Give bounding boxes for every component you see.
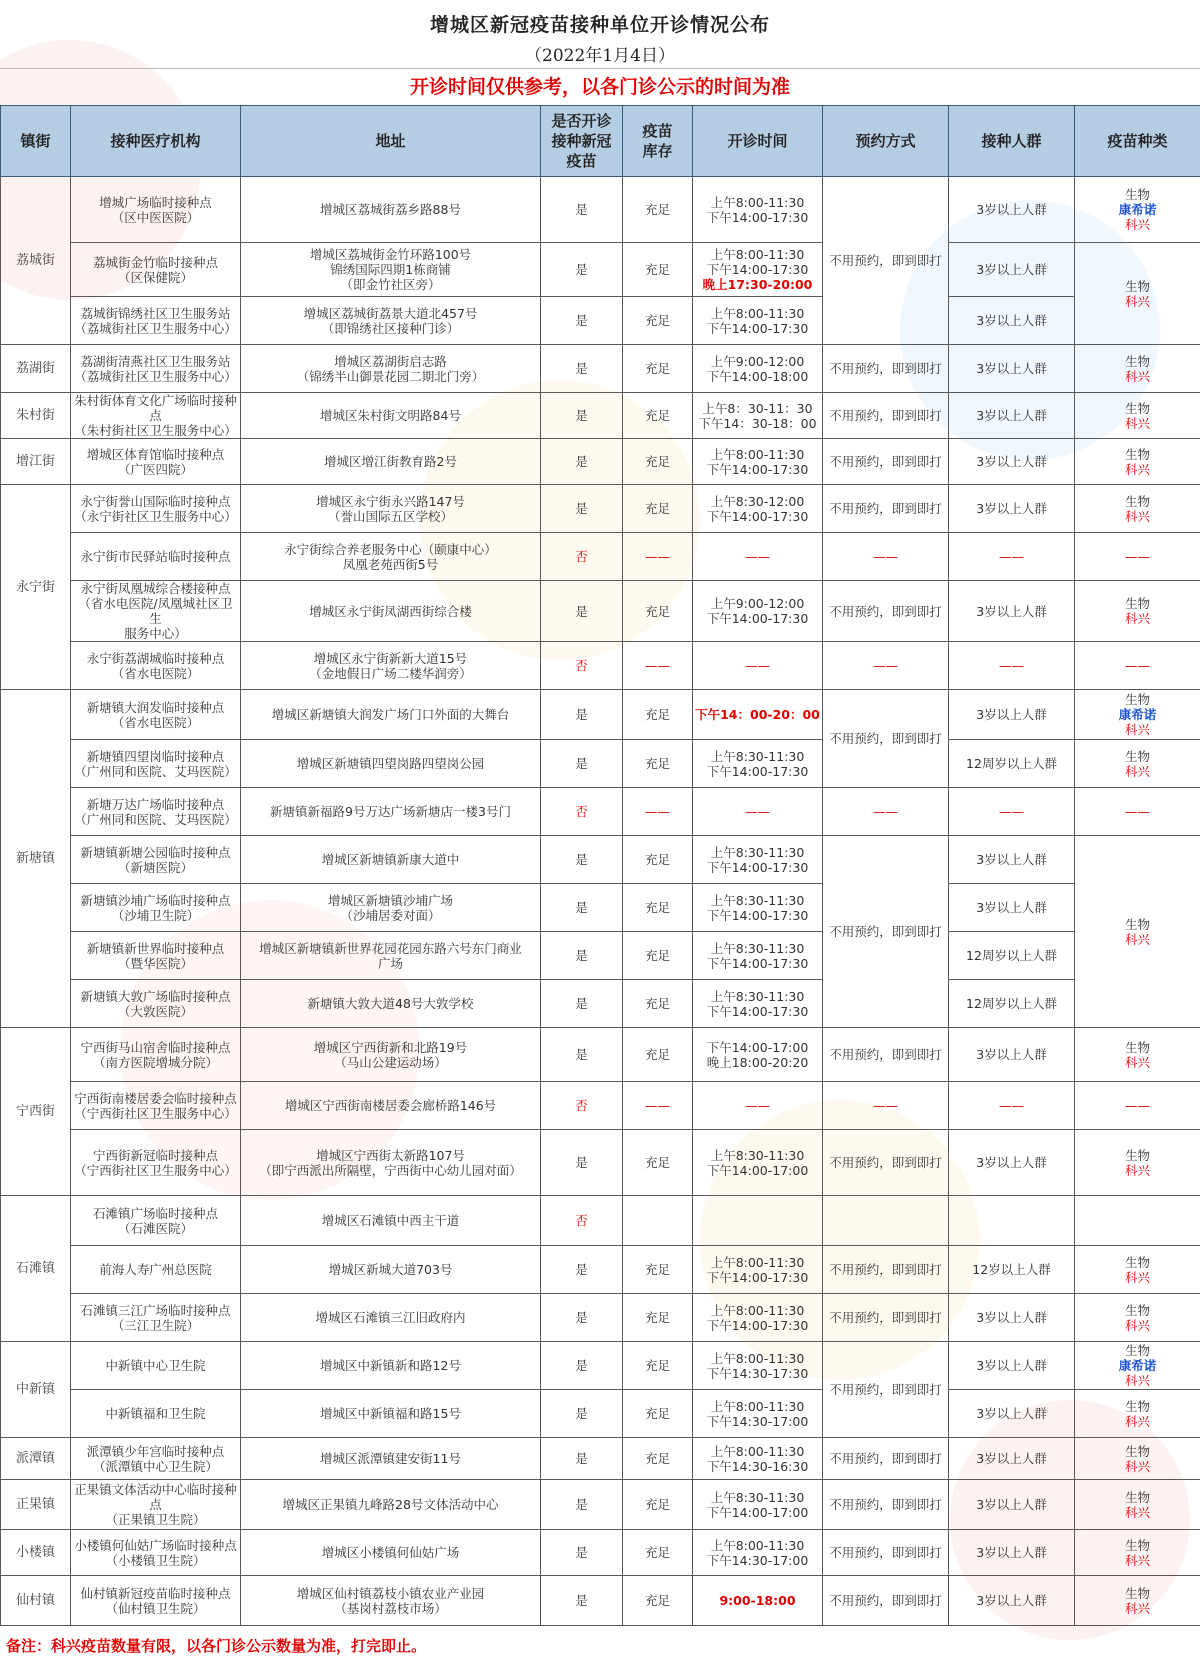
address-cell: 增城区仙村镇荔枝小镇农业产业园 （基岗村荔枝市场）	[241, 1576, 541, 1626]
table-row	[1, 740, 1200, 788]
stock-cell: ——	[623, 788, 693, 836]
hours-cell: 下午14：00-20：00	[693, 690, 823, 740]
table-row	[1, 243, 1200, 297]
hours-cell: 上午8:30-11:30 下午14:00-17:00	[693, 1480, 823, 1530]
vaccine-cell: 生物 科兴	[1075, 1438, 1200, 1480]
col-stock-l2: 库存	[642, 142, 673, 160]
org-cell: 永宁街誉山国际临时接种点 （永宁街社区卫生服务中心）	[71, 485, 241, 533]
open-cell: 是	[541, 393, 623, 439]
table-row	[1, 1342, 1200, 1390]
stock-cell: 充足	[623, 1130, 693, 1196]
hours-cell: 上午8:30-11:30 下午14:00-17:30	[693, 932, 823, 980]
vaccine-cell: 生物 科兴	[1075, 1576, 1200, 1626]
hours-cell: 上午8:30-11:30 下午14:00-17:00	[693, 1130, 823, 1196]
stock-cell: 充足	[623, 1438, 693, 1480]
town-cell: 石滩镇	[1, 1196, 71, 1342]
stock-cell: 充足	[623, 1576, 693, 1626]
address-cell: 增城区新塘镇四望岗路四望岗公园	[241, 740, 541, 788]
hours-cell: 上午8:00-11:30 下午14:30-17:00	[693, 1530, 823, 1576]
col-town: 镇街	[1, 106, 71, 177]
table-row	[1, 884, 1200, 932]
hours-cell: 上午8:00-11:30 下午14:30-17:30	[693, 1342, 823, 1390]
address-cell: 增城区中新镇福和路15号	[241, 1390, 541, 1438]
stock-cell: 充足	[623, 1342, 693, 1390]
open-cell: 否	[541, 1196, 623, 1246]
population-cell: 3岁以上人群	[949, 177, 1075, 243]
booking-cell: 不用预约，即到即打	[823, 1438, 949, 1480]
population-cell: 12周岁以上人群	[949, 980, 1075, 1028]
booking-cell: 不用预约，即到即打	[823, 1576, 949, 1626]
booking-cell	[823, 1196, 949, 1246]
table-row	[1, 393, 1200, 439]
booking-cell: 不用预约，即到即打	[823, 439, 949, 485]
town-cell: 荔湖街	[1, 345, 71, 393]
open-cell: 是	[541, 932, 623, 980]
table-row	[1, 980, 1200, 1028]
table-header-row	[1, 106, 1200, 177]
population-cell: 3岁以上人群	[949, 836, 1075, 884]
table-row	[1, 1028, 1200, 1082]
col-hours: 开诊时间	[693, 106, 823, 177]
hours-cell: 上午8:30-11:30 下午14:00-17:30	[693, 836, 823, 884]
hours-cell: 上午8:00-11:30 下午14:30-16:30	[693, 1438, 823, 1480]
stock-cell: 充足	[623, 485, 693, 533]
vaccine-cell: 生物 科兴	[1075, 1028, 1200, 1082]
address-cell: 增城区朱村街文明路84号	[241, 393, 541, 439]
stock-cell: 充足	[623, 980, 693, 1028]
hours-cell: ——	[693, 533, 823, 581]
open-cell: 是	[541, 884, 623, 932]
vaccine-cell: 生物 康希诺 科兴	[1075, 1342, 1200, 1390]
col-open-l3: 疫苗	[566, 152, 597, 170]
open-cell: 是	[541, 690, 623, 740]
stock-cell: ——	[623, 1082, 693, 1130]
table-row	[1, 1294, 1200, 1342]
org-cell: 新塘镇新世界临时接种点 （暨华医院）	[71, 932, 241, 980]
population-cell: 3岁以上人群	[949, 1390, 1075, 1438]
booking-cell: 不用预约，即到即打	[823, 581, 949, 642]
address-cell: 新塘镇新福路9号万达广场新塘店一楼3号门	[241, 788, 541, 836]
town-cell: 荔城街	[1, 177, 71, 345]
org-cell: 石滩镇广场临时接种点 （石滩医院）	[71, 1196, 241, 1246]
open-cell: 是	[541, 836, 623, 884]
booking-cell: 不用预约，即到即打	[823, 1480, 949, 1530]
table-row	[1, 1530, 1200, 1576]
address-cell: 增城区石滩镇三江旧政府内	[241, 1294, 541, 1342]
table-row	[1, 836, 1200, 884]
vaccine-cell: 生物 科兴	[1075, 243, 1200, 345]
org-cell: 新塘万达广场临时接种点 （广州同和医院、艾玛医院）	[71, 788, 241, 836]
stock-cell: 充足	[623, 884, 693, 932]
address-cell: 增城区正果镇九峰路28号文体活动中心	[241, 1480, 541, 1530]
table-row	[1, 1246, 1200, 1294]
org-cell: 新塘镇四望岗临时接种点 （广州同和医院、艾玛医院）	[71, 740, 241, 788]
population-cell: 3岁以上人群	[949, 297, 1075, 345]
col-vaccine: 疫苗种类	[1075, 106, 1200, 177]
open-cell: 是	[541, 1438, 623, 1480]
town-cell: 增江街	[1, 439, 71, 485]
col-org: 接种医疗机构	[71, 106, 241, 177]
booking-cell: 不用预约，即到即打	[823, 485, 949, 533]
org-cell: 永宁街凤凰城综合楼接种点 （省水电医院/凤凰城社区卫生 服务中心）	[71, 581, 241, 642]
org-cell: 朱村街体育文化广场临时接种点 （朱村街社区卫生服务中心）	[71, 393, 241, 439]
title-box	[0, 0, 1200, 69]
address-cell: 增城区永宁街永兴路147号 （誉山国际五区学校）	[241, 485, 541, 533]
stock-cell: 充足	[623, 297, 693, 345]
table-row	[1, 1130, 1200, 1196]
col-open-l2: 接种新冠	[551, 132, 612, 150]
population-cell: ——	[949, 1082, 1075, 1130]
booking-cell: 不用预约，即到即打	[823, 1294, 949, 1342]
population-cell: 3岁以上人群	[949, 243, 1075, 297]
hours-cell: 上午9:00-12:00 下午14:00-17:30	[693, 581, 823, 642]
stock-cell: 充足	[623, 932, 693, 980]
vaccination-table	[0, 105, 1200, 1626]
hours-cell: 上午8:00-11:30 下午14:00-17:30	[693, 297, 823, 345]
population-cell: 3岁以上人群	[949, 345, 1075, 393]
org-cell: 派潭镇少年宫临时接种点 （派潭镇中心卫生院）	[71, 1438, 241, 1480]
stock-cell: 充足	[623, 243, 693, 297]
vaccine-cell: ——	[1075, 533, 1200, 581]
stock-cell: 充足	[623, 836, 693, 884]
address-cell: 增城区派潭镇建安街11号	[241, 1438, 541, 1480]
open-cell: 是	[541, 1028, 623, 1082]
town-cell: 朱村街	[1, 393, 71, 439]
hours-cell: 上午8:30-11:30 下午14:00-17:30	[693, 740, 823, 788]
open-cell: 是	[541, 485, 623, 533]
address-cell: 增城区荔城街金竹环路100号 锦绣国际四期1栋商铺 （即金竹社区旁）	[241, 243, 541, 297]
table-row	[1, 533, 1200, 581]
org-cell: 仙村镇新冠疫苗临时接种点 （仙村镇卫生院）	[71, 1576, 241, 1626]
col-open	[541, 106, 623, 177]
hours-cell: ——	[693, 642, 823, 690]
address-cell: 增城区小楼镇何仙姑广场	[241, 1530, 541, 1576]
stock-cell: 充足	[623, 177, 693, 243]
vaccine-cell: 生物 康希诺 科兴	[1075, 690, 1200, 740]
population-cell: ——	[949, 533, 1075, 581]
stock-cell: 充足	[623, 740, 693, 788]
stock-cell: 充足	[623, 1246, 693, 1294]
col-booking: 预约方式	[823, 106, 949, 177]
open-cell: 是	[541, 1130, 623, 1196]
open-cell: 是	[541, 1480, 623, 1530]
org-cell: 增城广场临时接种点 （区中医医院）	[71, 177, 241, 243]
booking-cell: 不用预约，即到即打	[823, 1530, 949, 1576]
col-stock-l1: 疫苗	[642, 122, 673, 140]
population-cell: 12岁以上人群	[949, 1246, 1075, 1294]
open-cell: 是	[541, 740, 623, 788]
hours-cell: 上午8:30-11:30 下午14:00-17:30	[693, 980, 823, 1028]
address-cell: 增城区新塘镇新康大道中	[241, 836, 541, 884]
hours-cell: 上午8:00-11:30 下午14:00-17:30	[693, 177, 823, 243]
table-row	[1, 1390, 1200, 1438]
vaccine-cell: 生物 科兴	[1075, 345, 1200, 393]
population-cell: 3岁以上人群	[949, 1342, 1075, 1390]
org-cell: 中新镇中心卫生院	[71, 1342, 241, 1390]
stock-cell	[623, 1196, 693, 1246]
address-cell: 增城区增江街教育路2号	[241, 439, 541, 485]
table-row	[1, 1196, 1200, 1246]
population-cell: 3岁以上人群	[949, 581, 1075, 642]
table-row	[1, 642, 1200, 690]
open-cell: 否	[541, 642, 623, 690]
org-cell: 宁西街新冠临时接种点 （宁西街社区卫生服务中心）	[71, 1130, 241, 1196]
address-cell: 增城区新塘镇新世界花园花园东路六号东门商业 广场	[241, 932, 541, 980]
stock-cell: 充足	[623, 1294, 693, 1342]
vaccine-cell	[1075, 1196, 1200, 1246]
hours-cell: 上午8:30-11:30 下午14:00-17:30	[693, 884, 823, 932]
address-cell: 增城区宁西街南楼居委会廊桥路146号	[241, 1082, 541, 1130]
address-cell: 增城区荔城街荔乡路88号	[241, 177, 541, 243]
org-cell: 新塘镇大润发临时接种点 （省水电医院）	[71, 690, 241, 740]
stock-cell: 充足	[623, 1530, 693, 1576]
vaccine-cell: 生物 科兴	[1075, 1530, 1200, 1576]
hours-cell: ——	[693, 788, 823, 836]
open-cell: 是	[541, 345, 623, 393]
population-cell: 12周岁以上人群	[949, 932, 1075, 980]
population-cell: 3岁以上人群	[949, 884, 1075, 932]
address-cell: 增城区宁西街太新路107号 （即宁西派出所隔壁，宁西街中心幼儿园对面）	[241, 1130, 541, 1196]
page-title: 增城区新冠疫苗接种单位开诊情况公布	[429, 14, 770, 36]
stock-cell: ——	[623, 642, 693, 690]
booking-cell: 不用预约，即到即打	[823, 1028, 949, 1082]
table-row	[1, 1480, 1200, 1530]
booking-cell: 不用预约，即到即打	[823, 836, 949, 1028]
address-cell: 增城区新城大道703号	[241, 1246, 541, 1294]
vaccine-cell: 生物 科兴	[1075, 1246, 1200, 1294]
address-cell: 增城区永宁街凤湖西街综合楼	[241, 581, 541, 642]
org-cell: 荔湖街清燕社区卫生服务站 （荔城街社区卫生服务中心）	[71, 345, 241, 393]
table-row	[1, 297, 1200, 345]
org-cell: 小楼镇何仙姑广场临时接种点 （小楼镇卫生院）	[71, 1530, 241, 1576]
town-cell: 小楼镇	[1, 1530, 71, 1576]
vaccine-cell: 生物 科兴	[1075, 1130, 1200, 1196]
open-cell: 否	[541, 788, 623, 836]
org-cell: 宁西街马山宿舍临时接种点 （南方医院增城分院）	[71, 1028, 241, 1082]
population-cell: 3岁以上人群	[949, 393, 1075, 439]
vaccine-cell: 生物 科兴	[1075, 1390, 1200, 1438]
hours-cell: 上午9:00-12:00 下午14:00-18:00	[693, 345, 823, 393]
hours-cell: 上午8:00-11:30 下午14:00-17:30	[693, 439, 823, 485]
vaccine-cell: 生物 科兴	[1075, 740, 1200, 788]
hours-cell: ——	[693, 1082, 823, 1130]
stock-cell: 充足	[623, 439, 693, 485]
address-cell: 新塘镇大敦大道48号大敦学校	[241, 980, 541, 1028]
org-cell: 石滩镇三江广场临时接种点 （三江卫生院）	[71, 1294, 241, 1342]
vaccine-cell: 生物 康希诺 科兴	[1075, 177, 1200, 243]
address-cell: 增城区荔城街荔景大道北457号 （即锦绣社区接种门诊）	[241, 297, 541, 345]
open-cell: 是	[541, 439, 623, 485]
address-cell: 增城区新塘镇大润发广场门口外面的大舞台	[241, 690, 541, 740]
address-cell: 增城区中新镇新和路12号	[241, 1342, 541, 1390]
address-cell: 增城区宁西街新和北路19号 （马山公建运动场）	[241, 1028, 541, 1082]
open-cell: 是	[541, 243, 623, 297]
population-cell: 3岁以上人群	[949, 690, 1075, 740]
table-row	[1, 581, 1200, 642]
town-cell: 正果镇	[1, 1480, 71, 1530]
population-cell: 3岁以上人群	[949, 1130, 1075, 1196]
booking-cell: 不用预约，即到即打	[823, 177, 949, 345]
table-row	[1, 439, 1200, 485]
open-cell: 是	[541, 1530, 623, 1576]
open-cell: 是	[541, 1246, 623, 1294]
org-cell: 荔城街金竹临时接种点 （区保健院）	[71, 243, 241, 297]
booking-cell: ——	[823, 642, 949, 690]
table-row	[1, 1082, 1200, 1130]
open-cell: 是	[541, 1342, 623, 1390]
org-cell: 荔城街锦绣社区卫生服务站 （荔城街社区卫生服务中心）	[71, 297, 241, 345]
booking-cell: 不用预约，即到即打	[823, 690, 949, 788]
population-cell: 12周岁以上人群	[949, 740, 1075, 788]
vaccine-cell: ——	[1075, 1082, 1200, 1130]
stock-cell: 充足	[623, 690, 693, 740]
table-row	[1, 788, 1200, 836]
booking-cell: 不用预约，即到即打	[823, 393, 949, 439]
town-cell: 派潭镇	[1, 1438, 71, 1480]
address-cell: 永宁街综合养老服务中心（颐康中心） 凤凰老苑西街5号	[241, 533, 541, 581]
org-cell: 新塘镇沙埔广场临时接种点 （沙埔卫生院）	[71, 884, 241, 932]
vaccine-cell: ——	[1075, 642, 1200, 690]
address-cell: 增城区石滩镇中西主干道	[241, 1196, 541, 1246]
stock-cell: 充足	[623, 1390, 693, 1438]
town-cell: 新塘镇	[1, 690, 71, 1028]
town-cell: 永宁街	[1, 485, 71, 690]
town-cell: 仙村镇	[1, 1576, 71, 1626]
booking-cell: 不用预约，即到即打	[823, 345, 949, 393]
footer-note: 备注：科兴疫苗数量有限，以各门诊公示数量为准，打完即止。	[6, 1637, 427, 1655]
hours-cell	[693, 1196, 823, 1246]
population-cell: ——	[949, 788, 1075, 836]
booking-cell: 不用预约，即到即打	[823, 1130, 949, 1196]
table-row	[1, 1576, 1200, 1626]
booking-cell: ——	[823, 533, 949, 581]
org-cell: 宁西街南楼居委会临时接种点 （宁西街社区卫生服务中心）	[71, 1082, 241, 1130]
vaccine-cell: 生物 科兴	[1075, 393, 1200, 439]
table-row	[1, 932, 1200, 980]
booking-cell: 不用预约，即到即打	[823, 1246, 949, 1294]
stock-cell: 充足	[623, 581, 693, 642]
open-cell: 否	[541, 533, 623, 581]
table-row	[1, 485, 1200, 533]
stock-cell: 充足	[623, 1028, 693, 1082]
address-cell: 增城区永宁街新新大道15号 （金地假日广场二楼华润旁）	[241, 642, 541, 690]
col-population: 接种人群	[949, 106, 1075, 177]
population-cell: 3岁以上人群	[949, 439, 1075, 485]
population-cell: 3岁以上人群	[949, 1028, 1075, 1082]
org-cell: 新塘镇大敦广场临时接种点 （大敦医院）	[71, 980, 241, 1028]
population-cell: 3岁以上人群	[949, 1438, 1075, 1480]
town-cell: 中新镇	[1, 1342, 71, 1438]
open-cell: 是	[541, 177, 623, 243]
vaccine-cell: 生物 科兴	[1075, 581, 1200, 642]
population-cell: 3岁以上人群	[949, 1294, 1075, 1342]
stock-cell: ——	[623, 533, 693, 581]
booking-cell: ——	[823, 1082, 949, 1130]
vaccine-cell: 生物 科兴	[1075, 1294, 1200, 1342]
org-cell: 中新镇福和卫生院	[71, 1390, 241, 1438]
hours-cell: 上午8:00-11:30 下午14:30-17:00	[693, 1390, 823, 1438]
open-cell: 是	[541, 581, 623, 642]
open-cell: 是	[541, 1294, 623, 1342]
hours-cell: 下午14:00-17:00 晚上18:00-20:20	[693, 1028, 823, 1082]
vaccine-cell: 生物 科兴	[1075, 439, 1200, 485]
open-cell: 是	[541, 1576, 623, 1626]
open-cell: 是	[541, 1390, 623, 1438]
address-cell: 增城区新塘镇沙埔广场 （沙埔居委对面）	[241, 884, 541, 932]
vaccine-cell: ——	[1075, 788, 1200, 836]
org-cell: 新塘镇新塘公园临时接种点 （新塘医院）	[71, 836, 241, 884]
org-cell: 正果镇文体活动中心临时接种 点 （正果镇卫生院）	[71, 1480, 241, 1530]
open-cell: 是	[541, 980, 623, 1028]
open-cell: 否	[541, 1082, 623, 1130]
population-cell	[949, 1196, 1075, 1246]
hours-cell: 上午8:00-11:30 下午14:00-17:30 晚上17:30-20:00	[693, 243, 823, 297]
col-stock	[623, 106, 693, 177]
table-row	[1, 345, 1200, 393]
population-cell: 3岁以上人群	[949, 1480, 1075, 1530]
hours-cell: 上午8:30-12:00 下午14:00-17:30	[693, 485, 823, 533]
hours-cell: 上午8:00-11:30 下午14:00-17:30	[693, 1246, 823, 1294]
stock-cell: 充足	[623, 345, 693, 393]
open-cell: 是	[541, 297, 623, 345]
population-cell: 3岁以上人群	[949, 485, 1075, 533]
col-address: 地址	[241, 106, 541, 177]
table-row	[1, 177, 1200, 243]
table-row	[1, 1438, 1200, 1480]
notice-banner: 开诊时间仅供参考，以各门诊公示的时间为准	[409, 76, 790, 98]
org-cell: 永宁街市民驿站临时接种点	[71, 533, 241, 581]
vaccine-cell: 生物 科兴	[1075, 836, 1200, 1028]
town-cell: 宁西街	[1, 1028, 71, 1196]
population-cell: 3岁以上人群	[949, 1530, 1075, 1576]
stock-cell: 充足	[623, 1480, 693, 1530]
org-cell: 永宁街荔湖城临时接种点 （省水电医院）	[71, 642, 241, 690]
population-cell: ——	[949, 642, 1075, 690]
address-cell: 增城区荔湖街启志路 （锦绣半山御景花园二期北门旁）	[241, 345, 541, 393]
table-row	[1, 690, 1200, 740]
vaccine-cell: 生物 科兴	[1075, 485, 1200, 533]
population-cell: 3岁以上人群	[949, 1576, 1075, 1626]
stock-cell: 充足	[623, 393, 693, 439]
org-cell: 增城区体育馆临时接种点 （广医四院）	[71, 439, 241, 485]
hours-cell: 上午8：30-11：30 下午14：30-18：00	[693, 393, 823, 439]
hours-cell: 上午8:00-11:30 下午14:00-17:30	[693, 1294, 823, 1342]
vaccine-cell: 生物 科兴	[1075, 1480, 1200, 1530]
col-open-l1: 是否开诊	[551, 112, 612, 130]
hours-cell: 9:00-18:00	[693, 1576, 823, 1626]
org-cell: 前海人寿广州总医院	[71, 1246, 241, 1294]
booking-cell: 不用预约，即到即打	[823, 1342, 949, 1438]
page-date: （2022年1月4日）	[525, 46, 675, 66]
booking-cell: ——	[823, 788, 949, 836]
